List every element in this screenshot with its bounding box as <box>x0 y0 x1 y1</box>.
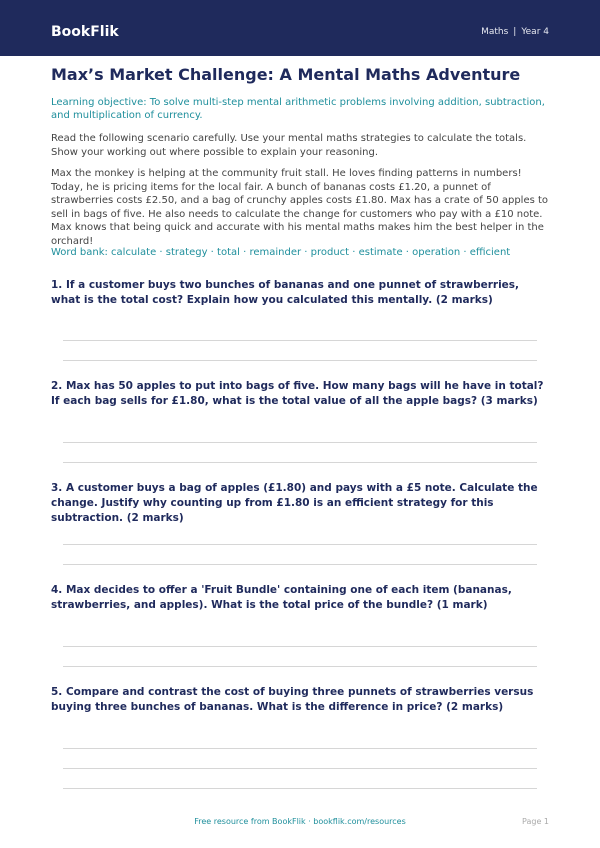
question-3: 3. A customer buys a bag of apples (£1.80) and pays with a £5 note. Calculate the change. Justify why counting up from £1.80 is an efficient strategy for this subtraction. (2 marks) <box>51 482 538 524</box>
answer-line[interactable] <box>63 442 537 443</box>
answer-line[interactable] <box>63 564 537 565</box>
intro-paragraph: Read the following scenario carefully. Use your mental maths strategies to calculate the totals. Show your working out where possible to explain your reasoning. <box>51 133 527 158</box>
subject-label: Maths <box>481 27 509 37</box>
learning-objective: Learning objective: To solve multi-step mental arithmetic problems involving addition, subtraction, and multiplication of currency. <box>51 97 545 121</box>
meta-separator: | <box>513 27 517 37</box>
brand-logo-text: BookFlik <box>51 24 119 40</box>
year-label: Year 4 <box>521 27 549 37</box>
answer-line[interactable] <box>63 768 537 769</box>
answer-line[interactable] <box>63 748 537 749</box>
answer-line[interactable] <box>63 544 537 545</box>
question-5: 5. Compare and contrast the cost of buying three punnets of strawberries versus buying three bunches of bananas. What is the difference in price? (2 marks) <box>51 686 534 713</box>
word-bank: Word bank: calculate · strategy · total · remainder · product · estimate · operation · efficient <box>51 247 511 258</box>
page-header <box>0 0 600 56</box>
question-2: 2. Max has 50 apples to put into bags of five. How many bags will he have in total? If each bag sells for £1.80, what is the total value of all the apple bags? (3 marks) <box>51 380 544 407</box>
worksheet-title: Max’s Market Challenge: A Mental Maths Adventure <box>51 65 521 84</box>
answer-line[interactable] <box>63 646 537 647</box>
footer-credit: Free resource from BookFlik · bookflik.com/resources <box>194 817 406 826</box>
answer-line[interactable] <box>63 360 537 361</box>
question-4: 4. Max decides to offer a 'Fruit Bundle' containing one of each item (bananas, strawberries, and apples). What is the total price of the bundle? (1 mark) <box>51 584 512 611</box>
answer-line[interactable] <box>63 340 537 341</box>
question-1: 1. If a customer buys two bunches of bananas and one punnet of strawberries, what is the total cost? Explain how you calculated this mentally. (2 marks) <box>51 279 520 306</box>
answer-line[interactable] <box>63 666 537 667</box>
page-number: Page 1 <box>522 817 549 826</box>
header-meta <box>481 25 549 39</box>
answer-line[interactable] <box>63 788 537 789</box>
answer-line[interactable] <box>63 462 537 463</box>
scenario-paragraph: Max the monkey is helping at the community fruit stall. He loves finding patterns in numbers! Today, he is pricing items for the local fair. A bunch of bananas costs £1.20, a punnet of strawberries costs £2.50, and a bag of crunchy apples costs £1.80. Max has a crate of 50 apples to sell in bags of five. He also needs to calculate the change for customers who pay with a £10 note. Max knows that being quick and accurate with his mental maths makes him the best helper in the orchard! <box>51 168 549 247</box>
